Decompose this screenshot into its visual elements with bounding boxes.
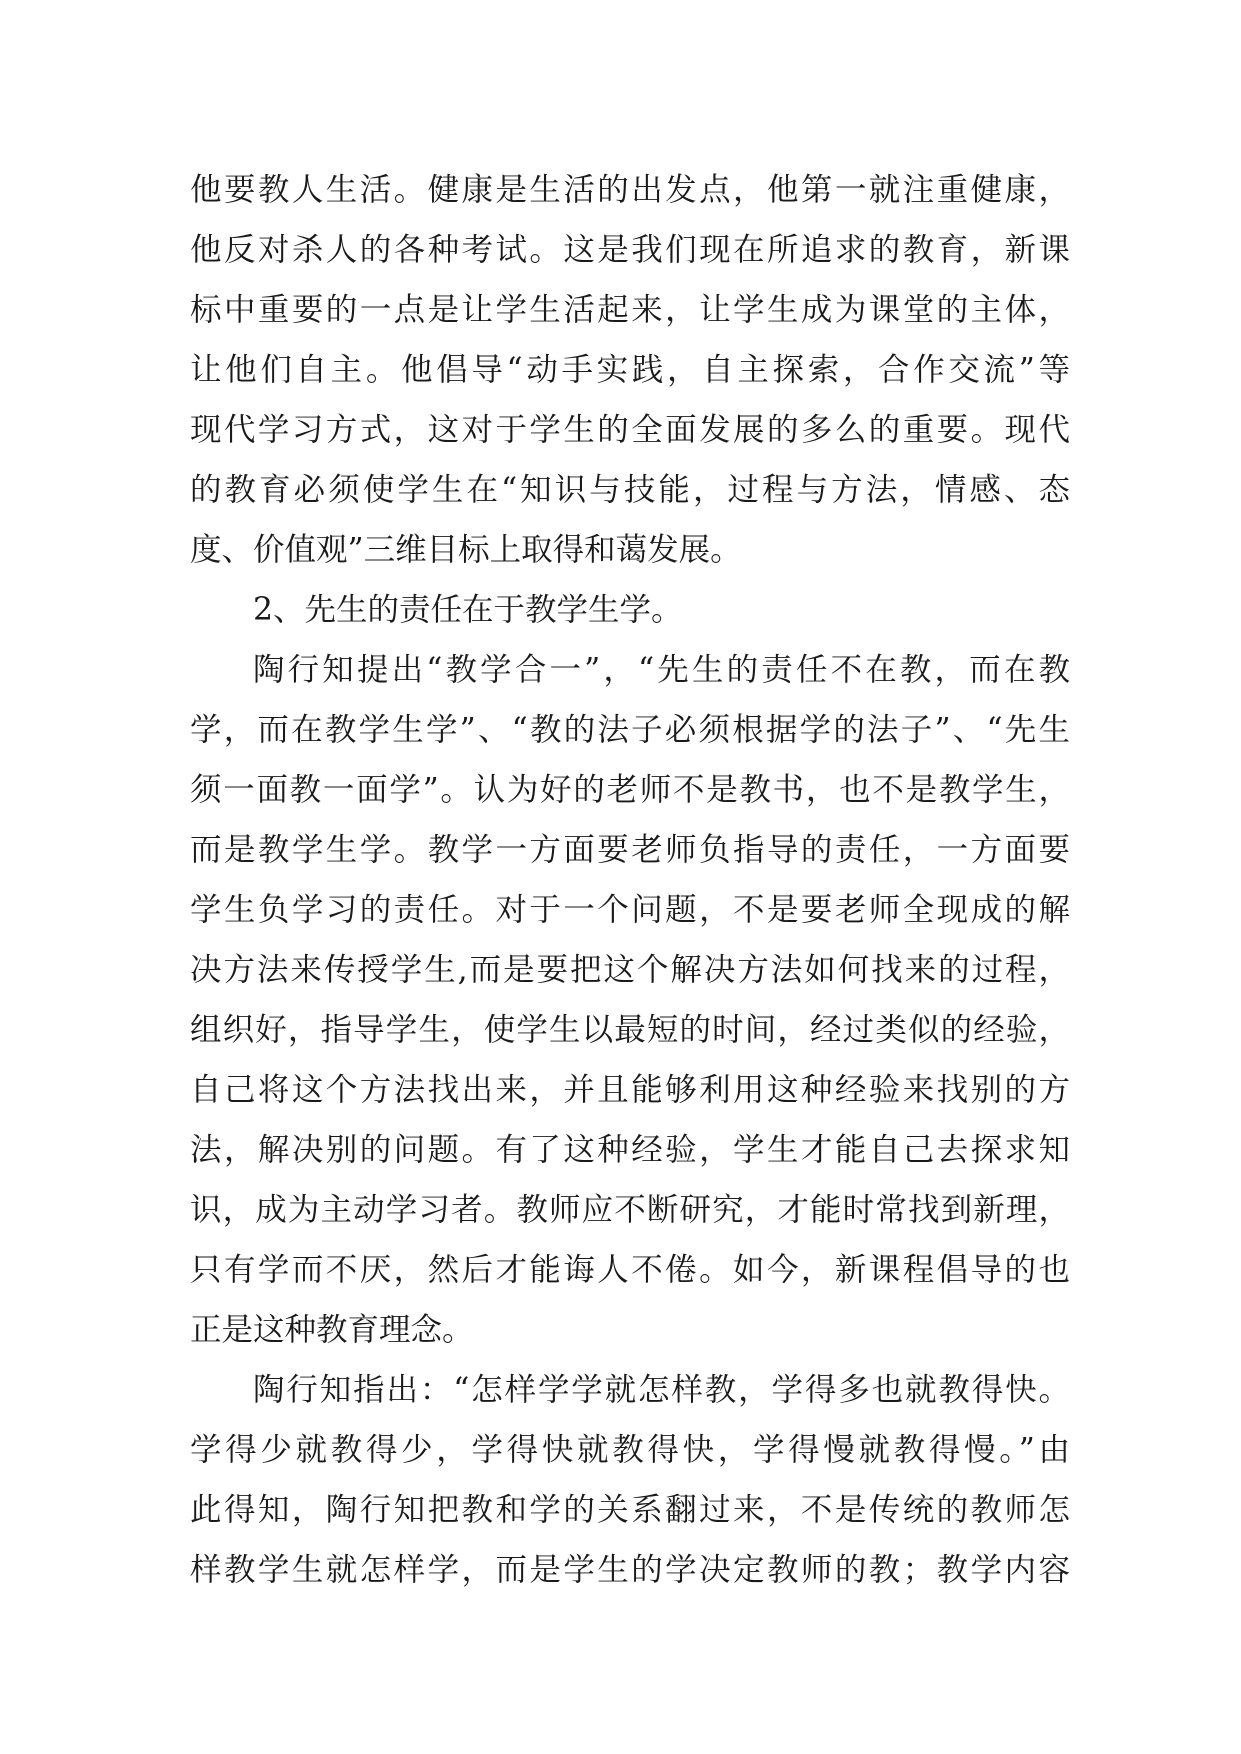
text-line: 陶行知指出：“怎样学学就怎样教，学得多也就教得快。 — [253, 1372, 1070, 1408]
text-line: 学，而在教学生学”、“教的法子必须根据学的法子”、“先生 — [190, 712, 1070, 748]
text-line: 他要教人生活。健康是生活的出发点，他第一就注重健康， — [190, 172, 1070, 208]
text-line: 须一面教一面学”。认为好的老师不是教书，也不是教学生， — [190, 772, 1070, 808]
text-line: 陶行知提出“教学合一”，“先生的责任不在教，而在教 — [253, 652, 1070, 688]
text-line: 度、价值观”三维目标上取得和蔼发展。 — [190, 532, 742, 568]
text-line: 现代学习方式，这对于学生的全面发展的多么的重要。现代 — [190, 412, 1070, 448]
text-line: 他反对杀人的各种考试。这是我们现在所追求的教育，新课 — [190, 232, 1070, 268]
text-line: 样教学生就怎样学，而是学生的学决定教师的教；教学内容 — [190, 1552, 1070, 1588]
text-line: 学生负学习的责任。对于一个问题，不是要老师全现成的解 — [190, 892, 1070, 928]
text-line: 法，解决别的问题。有了这种经验，学生才能自己去探求知 — [190, 1132, 1070, 1168]
text-line: 让他们自主。他倡导“动手实践，自主探索，合作交流”等 — [190, 352, 1070, 388]
text-line: 而是教学生学。教学一方面要老师负指导的责任，一方面要 — [190, 832, 1070, 868]
text-line: 决方法来传授学生,而是要把这个解决方法如何找来的过程， — [190, 952, 1070, 988]
text-line: 此得知，陶行知把教和学的关系翻过来，不是传统的教师怎 — [190, 1492, 1070, 1528]
section-heading: 2、先生的责任在于教学生学。 — [253, 592, 683, 628]
text-line: 只有学而不厌，然后才能诲人不倦。如今，新课程倡导的也 — [190, 1252, 1070, 1288]
text-line: 正是这种教育理念。 — [190, 1312, 474, 1348]
text-line: 组织好，指导学生，使学生以最短的时间，经过类似的经验， — [190, 1012, 1070, 1048]
text-line: 学得少就教得少，学得快就教得快，学得慢就教得慢。”由 — [190, 1432, 1070, 1468]
text-line: 自己将这个方法找出来，并且能够利用这种经验来找别的方 — [190, 1072, 1070, 1108]
text-line: 的教育必须使学生在“知识与技能，过程与方法，情感、态 — [190, 472, 1070, 508]
body-text — [190, 160, 1070, 1600]
text-line: 识，成为主动学习者。教师应不断研究，才能时常找到新理， — [190, 1192, 1070, 1228]
text-line: 标中重要的一点是让学生活起来，让学生成为课堂的主体， — [190, 292, 1070, 328]
